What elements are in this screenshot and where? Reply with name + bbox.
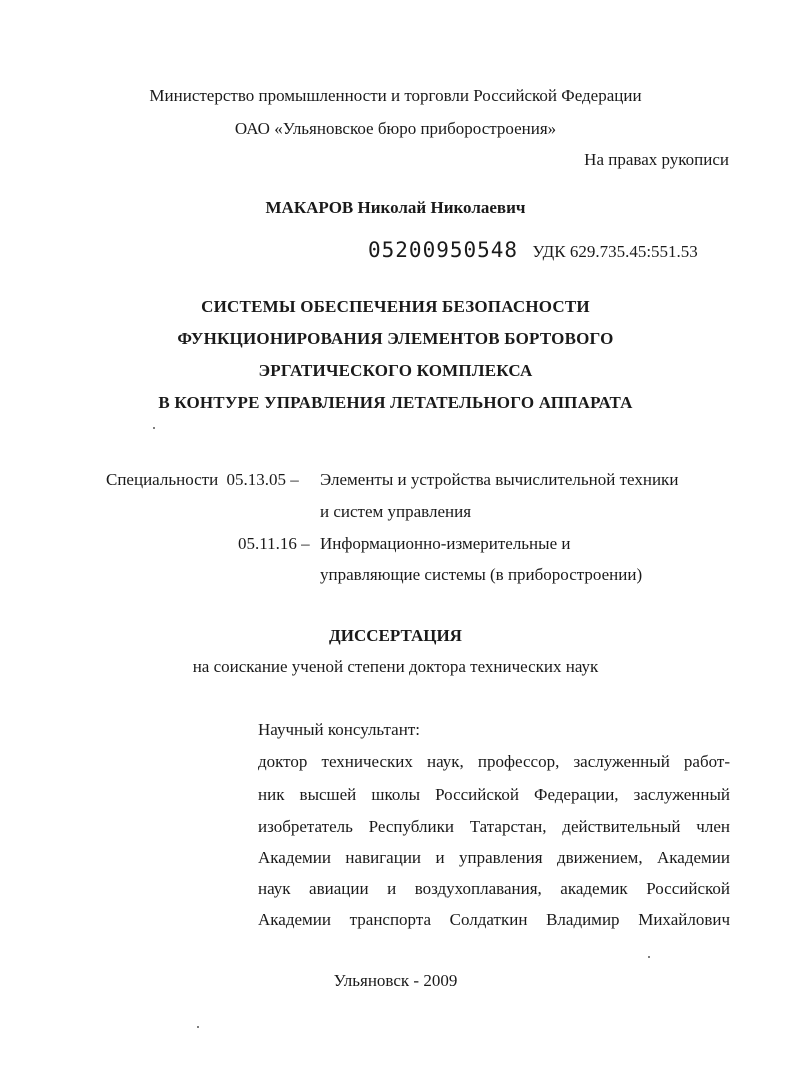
manuscript-rights: На правах рукописи [584, 150, 729, 169]
scan-speck [648, 956, 650, 958]
city-year: Ульяновск - 2009 [333, 971, 458, 990]
specialty-name-1a: Элементы и устройства вычислительной техники [320, 470, 679, 489]
title-line-3: ЭРГАТИЧЕСКОГО КОМПЛЕКСА [258, 361, 533, 380]
specialty-code-2: 05.11.16 – [238, 534, 310, 553]
title-line-4: В КОНТУРЕ УПРАВЛЕНИЯ ЛЕТАТЕЛЬНОГО АППАРАТА [158, 393, 633, 412]
consultant-line-6: Академии транспорта Солдаткин Владимир Михайлович [258, 910, 730, 929]
organization-line: ОАО «Ульяновское бюро приборостроения» [234, 119, 557, 138]
scan-speck [153, 427, 155, 429]
specialty-name-1b: и систем управления [320, 502, 472, 521]
dissertation-degree: на соискание ученой степени доктора технических наук [192, 657, 599, 676]
scan-speck [197, 1026, 199, 1028]
consultant-line-4: Академии навигации и управления движением, Академии [258, 848, 730, 867]
consultant-line-5: наук авиации и воздухоплавания, академик Российской [258, 879, 730, 898]
specialties-label [106, 470, 299, 490]
title-line-1: СИСТЕМЫ ОБЕСПЕЧЕНИЯ БЕЗОПАСНОСТИ [201, 297, 590, 316]
specialty-name-2b: управляющие системы (в приборостроении) [320, 565, 643, 584]
consultant-label: Научный консультант: [258, 720, 420, 739]
registration-row [368, 238, 698, 262]
registration-number: 05200950548 [368, 238, 519, 262]
author-name: МАКАРОВ Николай Николаевич [265, 198, 526, 217]
specialty-name-2a: Информационно-измерительные и [320, 534, 571, 553]
udc-code: УДК 629.735.45:551.53 [532, 242, 698, 261]
ministry-line: Министерство промышленности и торговли Российской Федерации [149, 86, 642, 105]
title-line-2: ФУНКЦИОНИРОВАНИЯ ЭЛЕМЕНТОВ БОРТОВОГО [177, 329, 614, 348]
consultant-line-2: ник высшей школы Российской Федерации, заслуженный [258, 785, 730, 804]
specialty-code-1: 05.13.05 – [226, 470, 299, 489]
specialties-label-text: Специальности [106, 470, 219, 489]
consultant-line-3: изобретатель Республики Татарстан, действительный член [258, 817, 730, 836]
dissertation-heading: ДИССЕРТАЦИЯ [329, 626, 462, 645]
consultant-line-1: доктор технических наук, профессор, заслуженный работ- [258, 752, 730, 771]
